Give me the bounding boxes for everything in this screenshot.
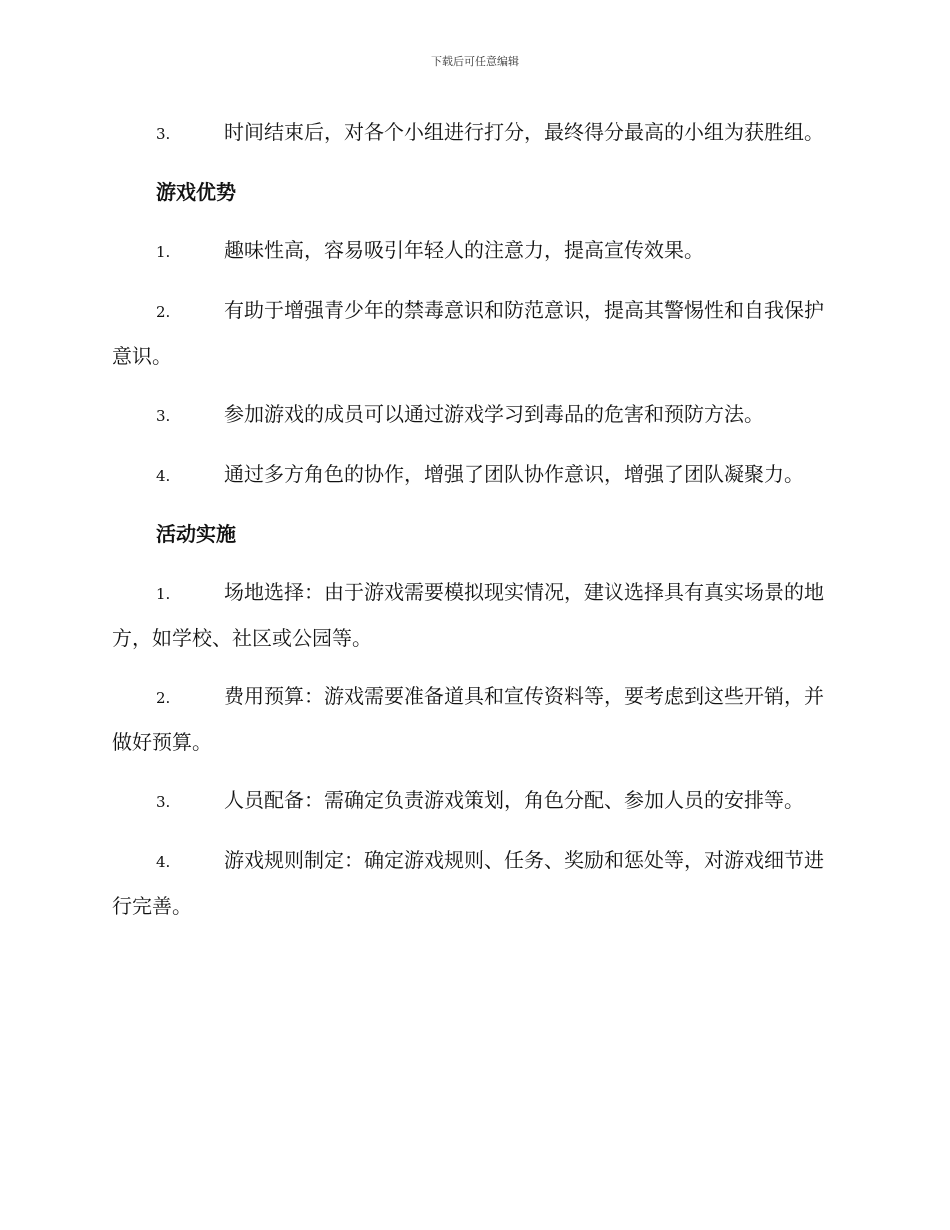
list-item: [112, 392, 834, 438]
list-item: [112, 110, 834, 156]
page-header: 下载后可任意编辑: [431, 55, 519, 68]
list-item: [112, 778, 834, 824]
list-item-number: 4.: [156, 853, 171, 871]
list-item-number: 1.: [156, 243, 171, 261]
list-item-text: 费用预算：游戏需要准备道具和宣传资料等，要考虑到这些开销，并做好预算。: [112, 684, 824, 754]
list-item: [112, 570, 834, 660]
list-item-text: 参加游戏的成员可以通过游戏学习到毒品的危害和预防方法。: [224, 402, 764, 426]
list-item-text: 时间结束后，对各个小组进行打分，最终得分最高的小组为获胜组。: [224, 120, 824, 144]
list-item: [112, 838, 834, 928]
list-item: [112, 674, 834, 764]
list-item-text: 场地选择：由于游戏需要模拟现实情况，建议选择具有真实场景的地方，如学校、社区或公园等。: [112, 580, 824, 650]
list-item-text: 通过多方角色的协作，增强了团队协作意识，增强了团队凝聚力。: [224, 462, 804, 486]
list-item-number: 4.: [156, 467, 171, 485]
list-item-text: 游戏规则制定：确定游戏规则、任务、奖励和惩处等，对游戏细节进行完善。: [112, 848, 824, 918]
list-item-number: 3.: [156, 793, 171, 811]
list-item-text: 人员配备：需确定负责游戏策划，角色分配、参加人员的安排等。: [224, 788, 804, 812]
list-item: [112, 228, 834, 274]
document-body: [112, 110, 834, 942]
list-item-number: 2.: [156, 689, 171, 707]
list-item-number: 2.: [156, 303, 171, 321]
list-item-number: 3.: [156, 125, 171, 143]
list-item-number: 3.: [156, 407, 171, 425]
list-item: [112, 452, 834, 498]
list-item-number: 1.: [156, 585, 171, 603]
list-item-text: 有助于增强青少年的禁毒意识和防范意识，提高其警惕性和自我保护意识。: [112, 298, 824, 368]
list-item-text: 趣味性高，容易吸引年轻人的注意力，提高宣传效果。: [224, 238, 704, 262]
list-item: [112, 288, 834, 378]
section-title-advantages: 游戏优势: [156, 180, 236, 204]
section-title-implementation: 活动实施: [156, 522, 236, 546]
